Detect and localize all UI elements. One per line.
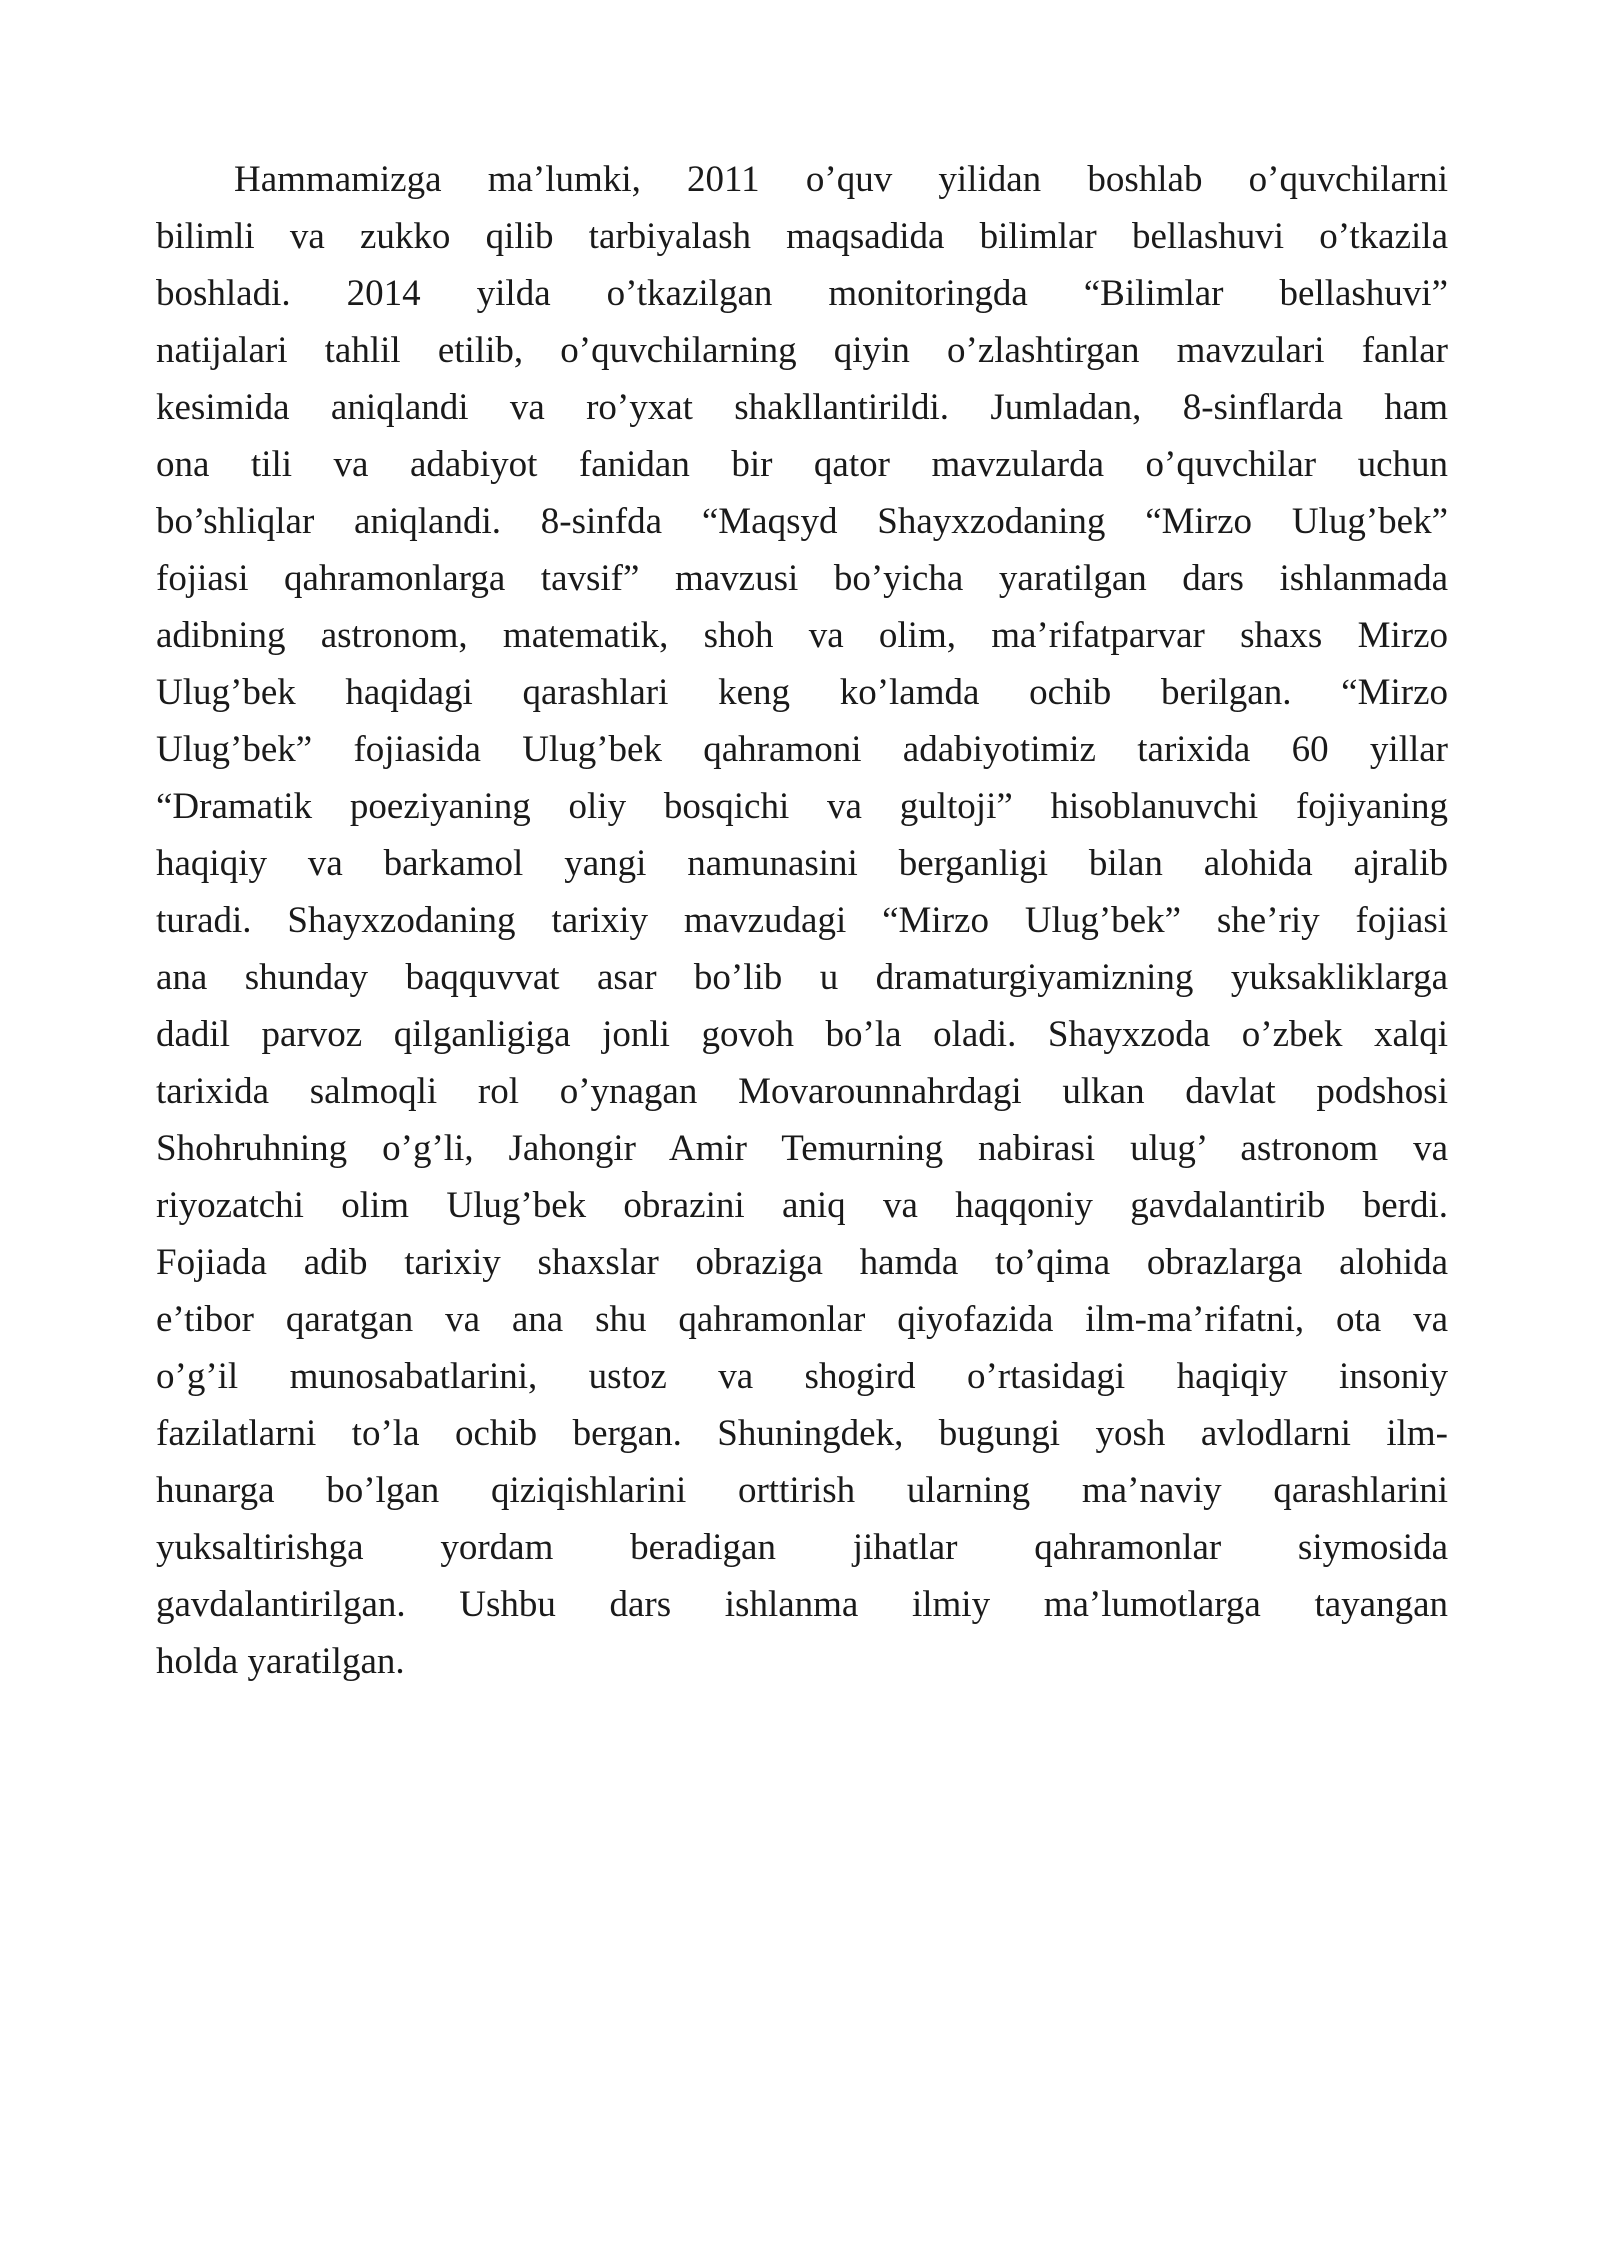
paragraph-line: fojiasi qahramonlarga tavsif” mavzusi bo’yicha yaratilgan dars ishlanmada — [156, 558, 1448, 599]
paragraph-line: Ulug’bek” fojiasida Ulug’bek qahramoni adabiyotimiz tarixida 60 yillar — [156, 729, 1448, 770]
paragraph-line: Hammamizga ma’lumki, 2011 o’quv yilidan boshlab o’quvchilarni — [234, 159, 1448, 200]
paragraph-line: o’g’il munosabatlarini, ustoz va shogird o’rtasidagi haqiqiy insoniy — [156, 1356, 1448, 1397]
paragraph-line: fazilatlarni to’la ochib bergan. Shuningdek, bugungi yosh avlodlarni ilm- — [156, 1413, 1448, 1454]
paragraph-line: ana shunday baqquvvat asar bo’lib u dramaturgiyamizning yuksakliklarga — [156, 957, 1448, 998]
paragraph-line: bilimli va zukko qilib tarbiyalash maqsadida bilimlar bellashuvi o’tkazila — [156, 216, 1448, 257]
paragraph-line: yuksaltirishga yordam beradigan jihatlar qahramonlar siymosida — [156, 1527, 1448, 1568]
paragraph-line: turadi. Shayxzodaning tarixiy mavzudagi “Mirzo Ulug’bek” she’riy fojiasi — [156, 900, 1448, 941]
paragraph-line: adibning astronom, matematik, shoh va olim, ma’rifatparvar shaxs Mirzo — [156, 615, 1448, 656]
paragraph-line: riyozatchi olim Ulug’bek obrazini aniq va haqqoniy gavdalantirib berdi. — [156, 1185, 1448, 1226]
body-paragraph — [156, 151, 1448, 1690]
paragraph-line: kesimida aniqlandi va ro’yxat shakllantirildi. Jumladan, 8-sinflarda ham — [156, 387, 1448, 428]
paragraph-line: Ulug’bek haqidagi qarashlari keng ko’lamda ochib berilgan. “Mirzo — [156, 672, 1448, 713]
paragraph-line: ona tili va adabiyot fanidan bir qator mavzularda o’quvchilar uchun — [156, 444, 1448, 485]
paragraph-line: hunarga bo’lgan qiziqishlarini orttirish ularning ma’naviy qarashlarini — [156, 1470, 1448, 1511]
paragraph-line: gavdalantirilgan. Ushbu dars ishlanma ilmiy ma’lumotlarga tayangan — [156, 1584, 1448, 1625]
paragraph-line: bo’shliqlar aniqlandi. 8-sinfda “Maqsyd Shayxzodaning “Mirzo Ulug’bek” — [156, 501, 1448, 542]
paragraph-line: holda yaratilgan. — [156, 1641, 405, 1682]
paragraph-line: natijalari tahlil etilib, o’quvchilarning qiyin o’zlashtirgan mavzulari fanlar — [156, 330, 1448, 371]
paragraph-line: “Dramatik poeziyaning oliy bosqichi va gultoji” hisoblanuvchi fojiyaning — [156, 786, 1448, 827]
paragraph-line: e’tibor qaratgan va ana shu qahramonlar qiyofazida ilm-ma’rifatni, ota va — [156, 1299, 1448, 1340]
paragraph-line: Fojiada adib tarixiy shaxslar obraziga hamda to’qima obrazlarga alohida — [156, 1242, 1448, 1283]
paragraph-line: tarixida salmoqli rol o’ynagan Movarounnahrdagi ulkan davlat podshosi — [156, 1071, 1448, 1112]
paragraph-line: boshladi. 2014 yilda o’tkazilgan monitoringda “Bilimlar bellashuvi” — [156, 273, 1448, 314]
paragraph-line: dadil parvoz qilganligiga jonli govoh bo’la oladi. Shayxzoda o’zbek xalqi — [156, 1014, 1448, 1055]
paragraph-line: haqiqiy va barkamol yangi namunasini berganligi bilan alohida ajralib — [156, 843, 1448, 884]
paragraph-line: Shohruhning o’g’li, Jahongir Amir Temurning nabirasi ulug’ astronom va — [156, 1128, 1448, 1169]
